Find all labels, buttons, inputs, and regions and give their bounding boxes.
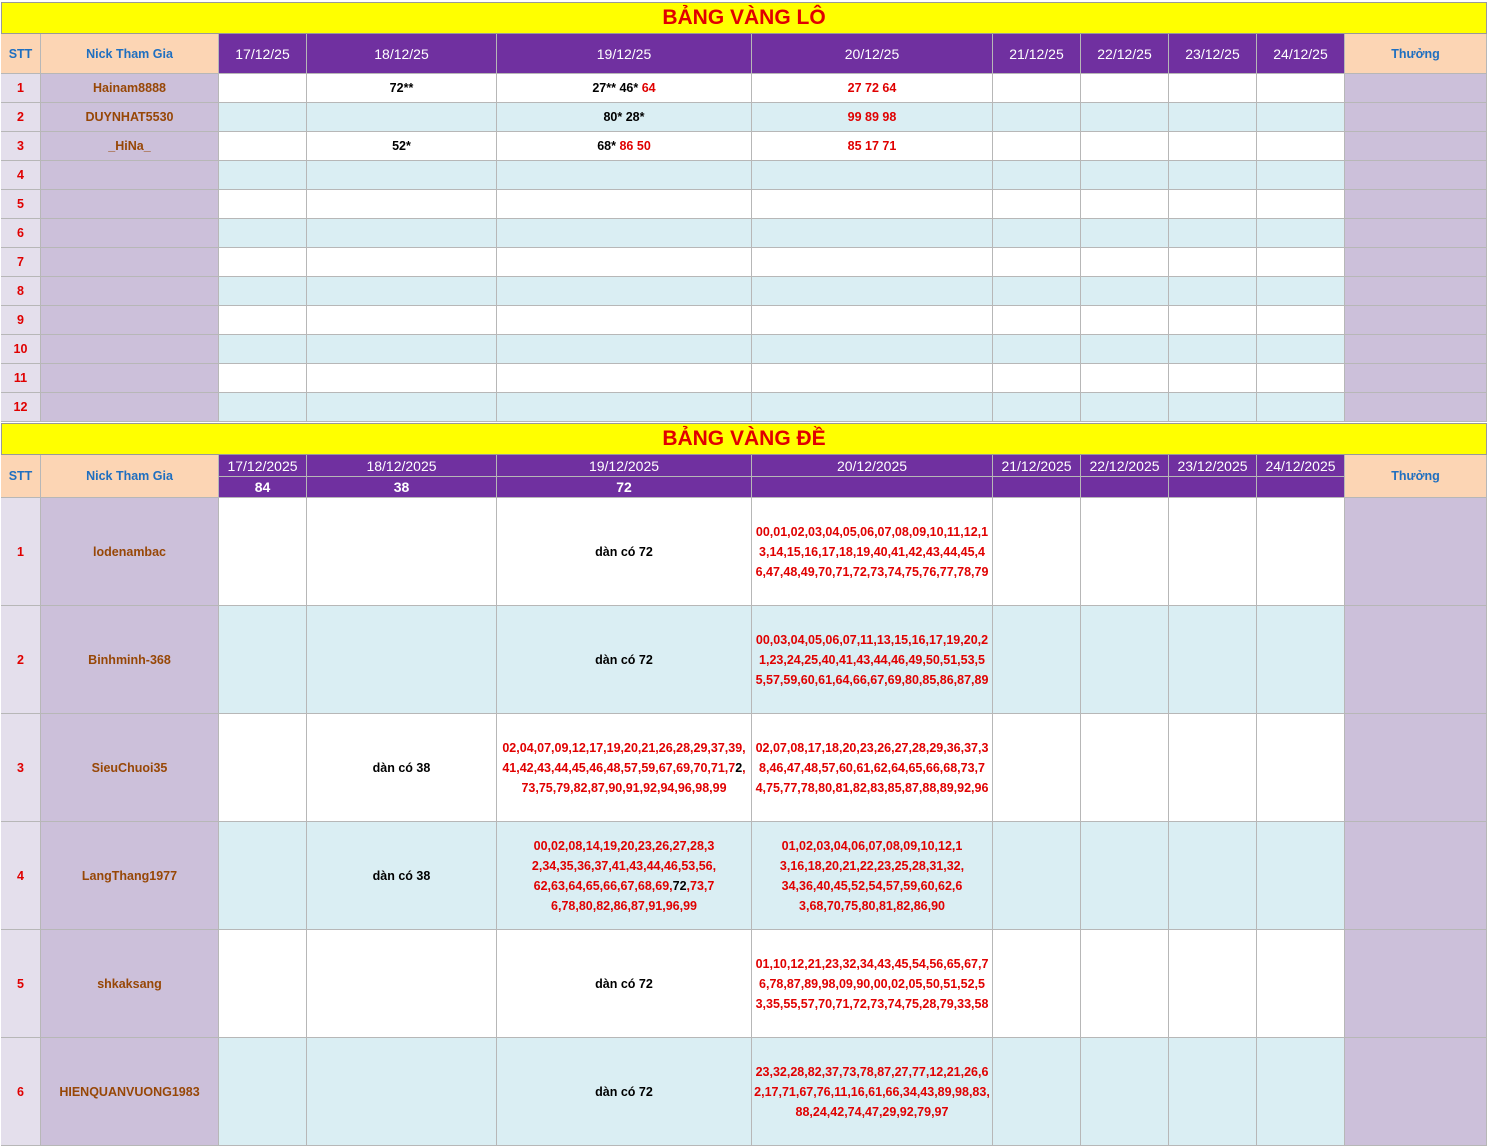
lo-hit-text: 86 50 — [619, 139, 651, 153]
de-cell — [752, 606, 993, 714]
lo-cell — [307, 103, 497, 132]
de-row-thuong — [1345, 1038, 1487, 1146]
de-header-result: 84 — [219, 477, 307, 498]
de-header-result — [1257, 477, 1345, 498]
lo-cell — [219, 248, 307, 277]
lo-cell — [307, 277, 497, 306]
lo-cell — [219, 74, 307, 103]
lo-row-nick: _HiNa_ — [41, 132, 219, 161]
de-cell — [1257, 1038, 1345, 1146]
lo-row-stt: 4 — [1, 161, 41, 190]
de-pick-text: dàn có 38 — [372, 760, 431, 775]
lo-row-thuong — [1345, 219, 1487, 248]
de-header-date: 22/12/2025 — [1081, 455, 1169, 477]
de-pick-text: dàn có 38 — [372, 868, 431, 883]
lo-row-nick: DUYNHAT5530 — [41, 103, 219, 132]
de-hit-text: ,73,76,78,80,82,86,87,91,96,99 — [551, 878, 715, 913]
de-cell — [1169, 498, 1257, 606]
lo-hit-text: 27 72 64 — [847, 81, 897, 95]
lo-row-thuong — [1345, 393, 1487, 422]
lo-cell — [497, 248, 752, 277]
lo-cell — [497, 161, 752, 190]
de-banner: BẢNG VÀNG ĐỀ — [1, 423, 1487, 455]
de-cell — [497, 714, 752, 822]
de-pick-text: dàn có 72 — [595, 976, 653, 991]
lo-cell — [993, 306, 1081, 335]
de-header-date: 20/12/2025 — [752, 455, 993, 477]
de-cell — [497, 930, 752, 1038]
lo-cell — [497, 277, 752, 306]
lo-cell — [1257, 219, 1345, 248]
de-number-list — [754, 630, 990, 690]
lo-cell — [1081, 393, 1169, 422]
lo-cell — [219, 335, 307, 364]
de-row-thuong — [1345, 606, 1487, 714]
lo-row-thuong — [1345, 335, 1487, 364]
lo-row-nick — [41, 190, 219, 219]
lo-cell — [497, 74, 752, 103]
lo-cell — [1169, 161, 1257, 190]
de-cell — [1257, 822, 1345, 930]
de-header-stt: STT — [1, 455, 41, 498]
lo-row-nick: Hainam8888 — [41, 74, 219, 103]
lo-cell — [993, 74, 1081, 103]
lo-cell — [993, 393, 1081, 422]
de-row-nick: Binhminh-368 — [41, 606, 219, 714]
lo-row-nick — [41, 248, 219, 277]
lo-cell — [993, 190, 1081, 219]
de-cell — [307, 498, 497, 606]
de-cell — [752, 822, 993, 930]
lo-cell — [1257, 393, 1345, 422]
lo-row-stt: 1 — [1, 74, 41, 103]
de-header-result — [1081, 477, 1169, 498]
lo-row-stt: 3 — [1, 132, 41, 161]
de-pick-text: dàn có 72 — [595, 652, 653, 667]
lo-cell — [497, 190, 752, 219]
de-cell — [993, 714, 1081, 822]
lo-cell — [752, 393, 993, 422]
de-header-result: 72 — [497, 477, 752, 498]
lo-cell — [752, 74, 993, 103]
lo-cell — [1257, 335, 1345, 364]
lo-row-thuong — [1345, 277, 1487, 306]
de-cell — [752, 930, 993, 1038]
de-pick-text: 2 — [735, 760, 743, 775]
lo-cell — [497, 335, 752, 364]
lo-cell — [1169, 103, 1257, 132]
de-cell — [307, 714, 497, 822]
de-pick-text: 72 — [672, 878, 687, 893]
lo-cell — [497, 393, 752, 422]
lo-cell — [993, 132, 1081, 161]
lo-cell — [307, 393, 497, 422]
lo-cell — [497, 306, 752, 335]
de-number-list — [500, 738, 748, 798]
de-row-thuong — [1345, 714, 1487, 822]
lo-row-thuong — [1345, 74, 1487, 103]
lo-row-nick — [41, 219, 219, 248]
lo-header-thuong: Thưởng — [1345, 34, 1487, 74]
lo-row-nick — [41, 335, 219, 364]
de-cell — [497, 498, 752, 606]
de-header-date: 17/12/2025 — [219, 455, 307, 477]
lo-pick-text: 68* — [597, 139, 616, 153]
de-cell — [1081, 930, 1169, 1038]
de-header-date: 23/12/2025 — [1169, 455, 1257, 477]
de-header-result — [993, 477, 1081, 498]
lo-cell — [219, 306, 307, 335]
de-number-list — [779, 836, 965, 916]
lo-row-thuong — [1345, 306, 1487, 335]
de-cell — [1169, 822, 1257, 930]
de-hit-text: 02,04,07,09,12,17,19,20,21,26,28,29,37,39,41,42,43,44,45,46,48,57,59,67,69,70,71,7 — [502, 740, 746, 775]
lo-cell — [497, 103, 752, 132]
de-row-stt: 4 — [1, 822, 41, 930]
lo-cell — [993, 161, 1081, 190]
de-hit-text: 02,07,08,17,18,20,23,26,27,28,29,36,37,38,46,47,48,57,60,61,62,64,65,66,68,73,74,75,77,78,80,81,82,83,85,87,88,89,92,96 — [755, 740, 989, 795]
de-row-stt: 3 — [1, 714, 41, 822]
lo-cell — [307, 74, 497, 103]
de-header-thuong: Thưởng — [1345, 455, 1487, 498]
lo-cell — [1169, 393, 1257, 422]
lo-row-thuong — [1345, 364, 1487, 393]
de-cell — [1169, 606, 1257, 714]
de-cell — [752, 714, 993, 822]
de-cell — [1257, 606, 1345, 714]
de-number-list — [754, 1062, 990, 1122]
de-header-result — [752, 477, 993, 498]
lo-header-date: 17/12/25 — [219, 34, 307, 74]
lo-cell — [497, 132, 752, 161]
lo-cell — [497, 364, 752, 393]
lo-row-thuong — [1345, 248, 1487, 277]
lo-row-nick — [41, 161, 219, 190]
lo-row-stt: 8 — [1, 277, 41, 306]
lo-cell — [1257, 306, 1345, 335]
lo-cell — [307, 248, 497, 277]
lo-cell — [1081, 335, 1169, 364]
de-cell — [1081, 606, 1169, 714]
lo-row-stt: 12 — [1, 393, 41, 422]
lo-cell — [993, 335, 1081, 364]
lo-cell — [219, 393, 307, 422]
lo-cell — [1257, 103, 1345, 132]
de-cell — [1081, 1038, 1169, 1146]
de-cell — [1257, 930, 1345, 1038]
de-cell — [1257, 714, 1345, 822]
lo-row-stt: 7 — [1, 248, 41, 277]
lo-cell — [752, 219, 993, 248]
lo-cell — [1169, 190, 1257, 219]
lo-cell — [1081, 277, 1169, 306]
de-row-nick: HIENQUANVUONG1983 — [41, 1038, 219, 1146]
lo-cell — [993, 219, 1081, 248]
lo-cell — [1081, 103, 1169, 132]
lo-cell — [1169, 74, 1257, 103]
de-cell — [993, 930, 1081, 1038]
lo-cell — [307, 190, 497, 219]
lo-row-stt: 2 — [1, 103, 41, 132]
lo-cell — [752, 364, 993, 393]
lo-row-stt: 5 — [1, 190, 41, 219]
lo-cell — [752, 248, 993, 277]
lo-cell — [219, 219, 307, 248]
de-cell — [219, 930, 307, 1038]
de-cell — [219, 498, 307, 606]
lo-cell — [219, 132, 307, 161]
lo-cell — [307, 161, 497, 190]
lo-cell — [219, 277, 307, 306]
lo-cell — [1081, 248, 1169, 277]
de-pick-text: dàn có 72 — [595, 544, 653, 559]
lo-row-thuong — [1345, 161, 1487, 190]
lo-cell — [1257, 161, 1345, 190]
de-cell — [752, 498, 993, 606]
lo-cell — [1257, 132, 1345, 161]
lo-cell — [307, 335, 497, 364]
de-hit-text: 00,03,04,05,06,07,11,13,15,16,17,19,20,21,23,24,25,40,41,43,44,46,49,50,51,53,55,57,59,60,61,64,66,67,69,80,85,86,87,89 — [755, 632, 989, 687]
de-row-nick: LangThang1977 — [41, 822, 219, 930]
lo-pick-text: 72** — [389, 81, 414, 95]
lo-header-date: 24/12/25 — [1257, 34, 1345, 74]
lo-cell — [1081, 74, 1169, 103]
lo-cell — [219, 364, 307, 393]
lo-cell — [993, 364, 1081, 393]
de-hit-text: ,73,75,79,82,87,90,91,92,94,96,98,99 — [521, 760, 746, 795]
de-hit-text: 00,02,08,14,19,20,23,26,27,28,32,34,35,36,37,41,43,44,46,53,56,62,63,64,65,66,67,68,69, — [531, 838, 717, 893]
lo-pick-text: 52* — [392, 139, 411, 153]
lo-cell — [993, 248, 1081, 277]
de-cell — [219, 1038, 307, 1146]
lo-cell — [219, 103, 307, 132]
lo-cell — [1169, 335, 1257, 364]
lo-cell — [752, 190, 993, 219]
de-header-nick: Nick Tham Gia — [41, 455, 219, 498]
lo-cell — [752, 132, 993, 161]
de-cell — [993, 1038, 1081, 1146]
lo-cell — [1169, 132, 1257, 161]
de-row-stt: 1 — [1, 498, 41, 606]
de-cell — [307, 606, 497, 714]
lo-header-date: 22/12/25 — [1081, 34, 1169, 74]
lo-header-date: 23/12/25 — [1169, 34, 1257, 74]
de-hit-text: 00,01,02,03,04,05,06,07,08,09,10,11,12,13,14,15,16,17,18,19,40,41,42,43,44,45,46,47,48,49,70,71,72,73,74,75,76,77,78,79 — [755, 524, 989, 579]
lo-cell — [1081, 219, 1169, 248]
de-row-thuong — [1345, 930, 1487, 1038]
de-cell — [752, 1038, 993, 1146]
de-cell — [1169, 930, 1257, 1038]
de-row-nick: shkaksang — [41, 930, 219, 1038]
de-row-thuong — [1345, 822, 1487, 930]
lo-cell — [307, 306, 497, 335]
de-row-nick: lodenambac — [41, 498, 219, 606]
de-number-list — [531, 836, 717, 916]
de-cell — [219, 714, 307, 822]
de-cell — [1081, 498, 1169, 606]
de-header-date: 18/12/2025 — [307, 455, 497, 477]
lo-pick-text: 80* 28* — [603, 110, 645, 124]
de-cell — [1081, 822, 1169, 930]
lo-cell — [219, 161, 307, 190]
lo-cell — [1169, 277, 1257, 306]
lo-cell — [993, 277, 1081, 306]
lo-cell — [1081, 364, 1169, 393]
lo-cell — [1169, 306, 1257, 335]
lo-cell — [1169, 248, 1257, 277]
de-cell — [219, 822, 307, 930]
de-header-date: 19/12/2025 — [497, 455, 752, 477]
lo-row-thuong — [1345, 132, 1487, 161]
de-hit-text: 01,10,12,21,23,32,34,43,45,54,56,65,67,76,78,87,89,98,09,90,00,02,05,50,51,52,53,35,55,57,70,71,72,73,74,75,28,79,33,58 — [755, 956, 989, 1011]
lo-header-date: 21/12/25 — [993, 34, 1081, 74]
lo-row-nick — [41, 393, 219, 422]
de-header-result — [1169, 477, 1257, 498]
lo-cell — [752, 161, 993, 190]
lo-row-stt: 9 — [1, 306, 41, 335]
lo-cell — [307, 364, 497, 393]
lo-row-nick — [41, 364, 219, 393]
de-number-list — [754, 522, 990, 582]
de-pick-text: dàn có 72 — [595, 1084, 653, 1099]
de-header-date: 21/12/2025 — [993, 455, 1081, 477]
de-cell — [993, 498, 1081, 606]
lo-cell — [1257, 74, 1345, 103]
lo-row-nick — [41, 306, 219, 335]
lo-cell — [219, 190, 307, 219]
lo-row-nick — [41, 277, 219, 306]
de-number-list — [754, 738, 990, 798]
lo-header-nick: Nick Tham Gia — [41, 34, 219, 74]
lo-cell — [1081, 306, 1169, 335]
lo-cell — [1169, 219, 1257, 248]
de-hit-text: 01,02,03,04,06,07,08,09,10,12,13,16,18,20,21,22,23,25,28,31,32,34,36,40,45,52,54,57,59,60,62,63,68,70,75,80,81,82,86,90 — [779, 838, 965, 913]
de-cell — [219, 606, 307, 714]
de-cell — [1169, 1038, 1257, 1146]
lo-row-stt: 10 — [1, 335, 41, 364]
de-number-list — [754, 954, 990, 1014]
de-cell — [497, 606, 752, 714]
lo-cell — [993, 103, 1081, 132]
de-cell — [307, 1038, 497, 1146]
lo-cell — [1081, 161, 1169, 190]
lo-header-date: 20/12/25 — [752, 34, 993, 74]
de-hit-text: 23,32,28,82,37,73,78,87,27,77,12,21,26,62,17,71,67,76,11,16,61,66,34,43,89,98,83,88,24,42,74,47,29,92,79,97 — [754, 1064, 990, 1119]
lo-row-thuong — [1345, 103, 1487, 132]
lo-row-stt: 6 — [1, 219, 41, 248]
lo-cell — [1081, 190, 1169, 219]
de-header-date: 24/12/2025 — [1257, 455, 1345, 477]
lo-cell — [1257, 190, 1345, 219]
de-row-stt: 6 — [1, 1038, 41, 1146]
lo-hit-text: 85 17 71 — [847, 139, 897, 153]
lo-cell — [752, 277, 993, 306]
de-row-stt: 2 — [1, 606, 41, 714]
lo-cell — [497, 219, 752, 248]
lo-header-date: 19/12/25 — [497, 34, 752, 74]
lo-cell — [752, 306, 993, 335]
lo-row-thuong — [1345, 190, 1487, 219]
de-row-nick: SieuChuoi35 — [41, 714, 219, 822]
lo-banner: BẢNG VÀNG LÔ — [1, 2, 1487, 34]
lo-header-stt: STT — [1, 34, 41, 74]
de-row-thuong — [1345, 498, 1487, 606]
de-cell — [307, 822, 497, 930]
de-cell — [1081, 714, 1169, 822]
lo-pick-text: 27** 46* — [592, 81, 639, 95]
de-cell — [993, 606, 1081, 714]
lo-cell — [1257, 364, 1345, 393]
de-cell — [497, 1038, 752, 1146]
de-cell — [1169, 714, 1257, 822]
de-cell — [1257, 498, 1345, 606]
lo-cell — [1257, 248, 1345, 277]
de-cell — [497, 822, 752, 930]
lo-hit-text: 64 — [641, 81, 656, 95]
de-cell — [993, 822, 1081, 930]
lo-hit-text: 99 89 98 — [847, 110, 897, 124]
lo-cell — [1169, 364, 1257, 393]
de-header-result: 38 — [307, 477, 497, 498]
de-row-stt: 5 — [1, 930, 41, 1038]
lo-cell — [752, 103, 993, 132]
lo-header-date: 18/12/25 — [307, 34, 497, 74]
lo-cell — [752, 335, 993, 364]
lo-row-stt: 11 — [1, 364, 41, 393]
lo-cell — [1257, 277, 1345, 306]
lo-cell — [307, 132, 497, 161]
de-cell — [307, 930, 497, 1038]
lo-cell — [307, 219, 497, 248]
lo-cell — [1081, 132, 1169, 161]
